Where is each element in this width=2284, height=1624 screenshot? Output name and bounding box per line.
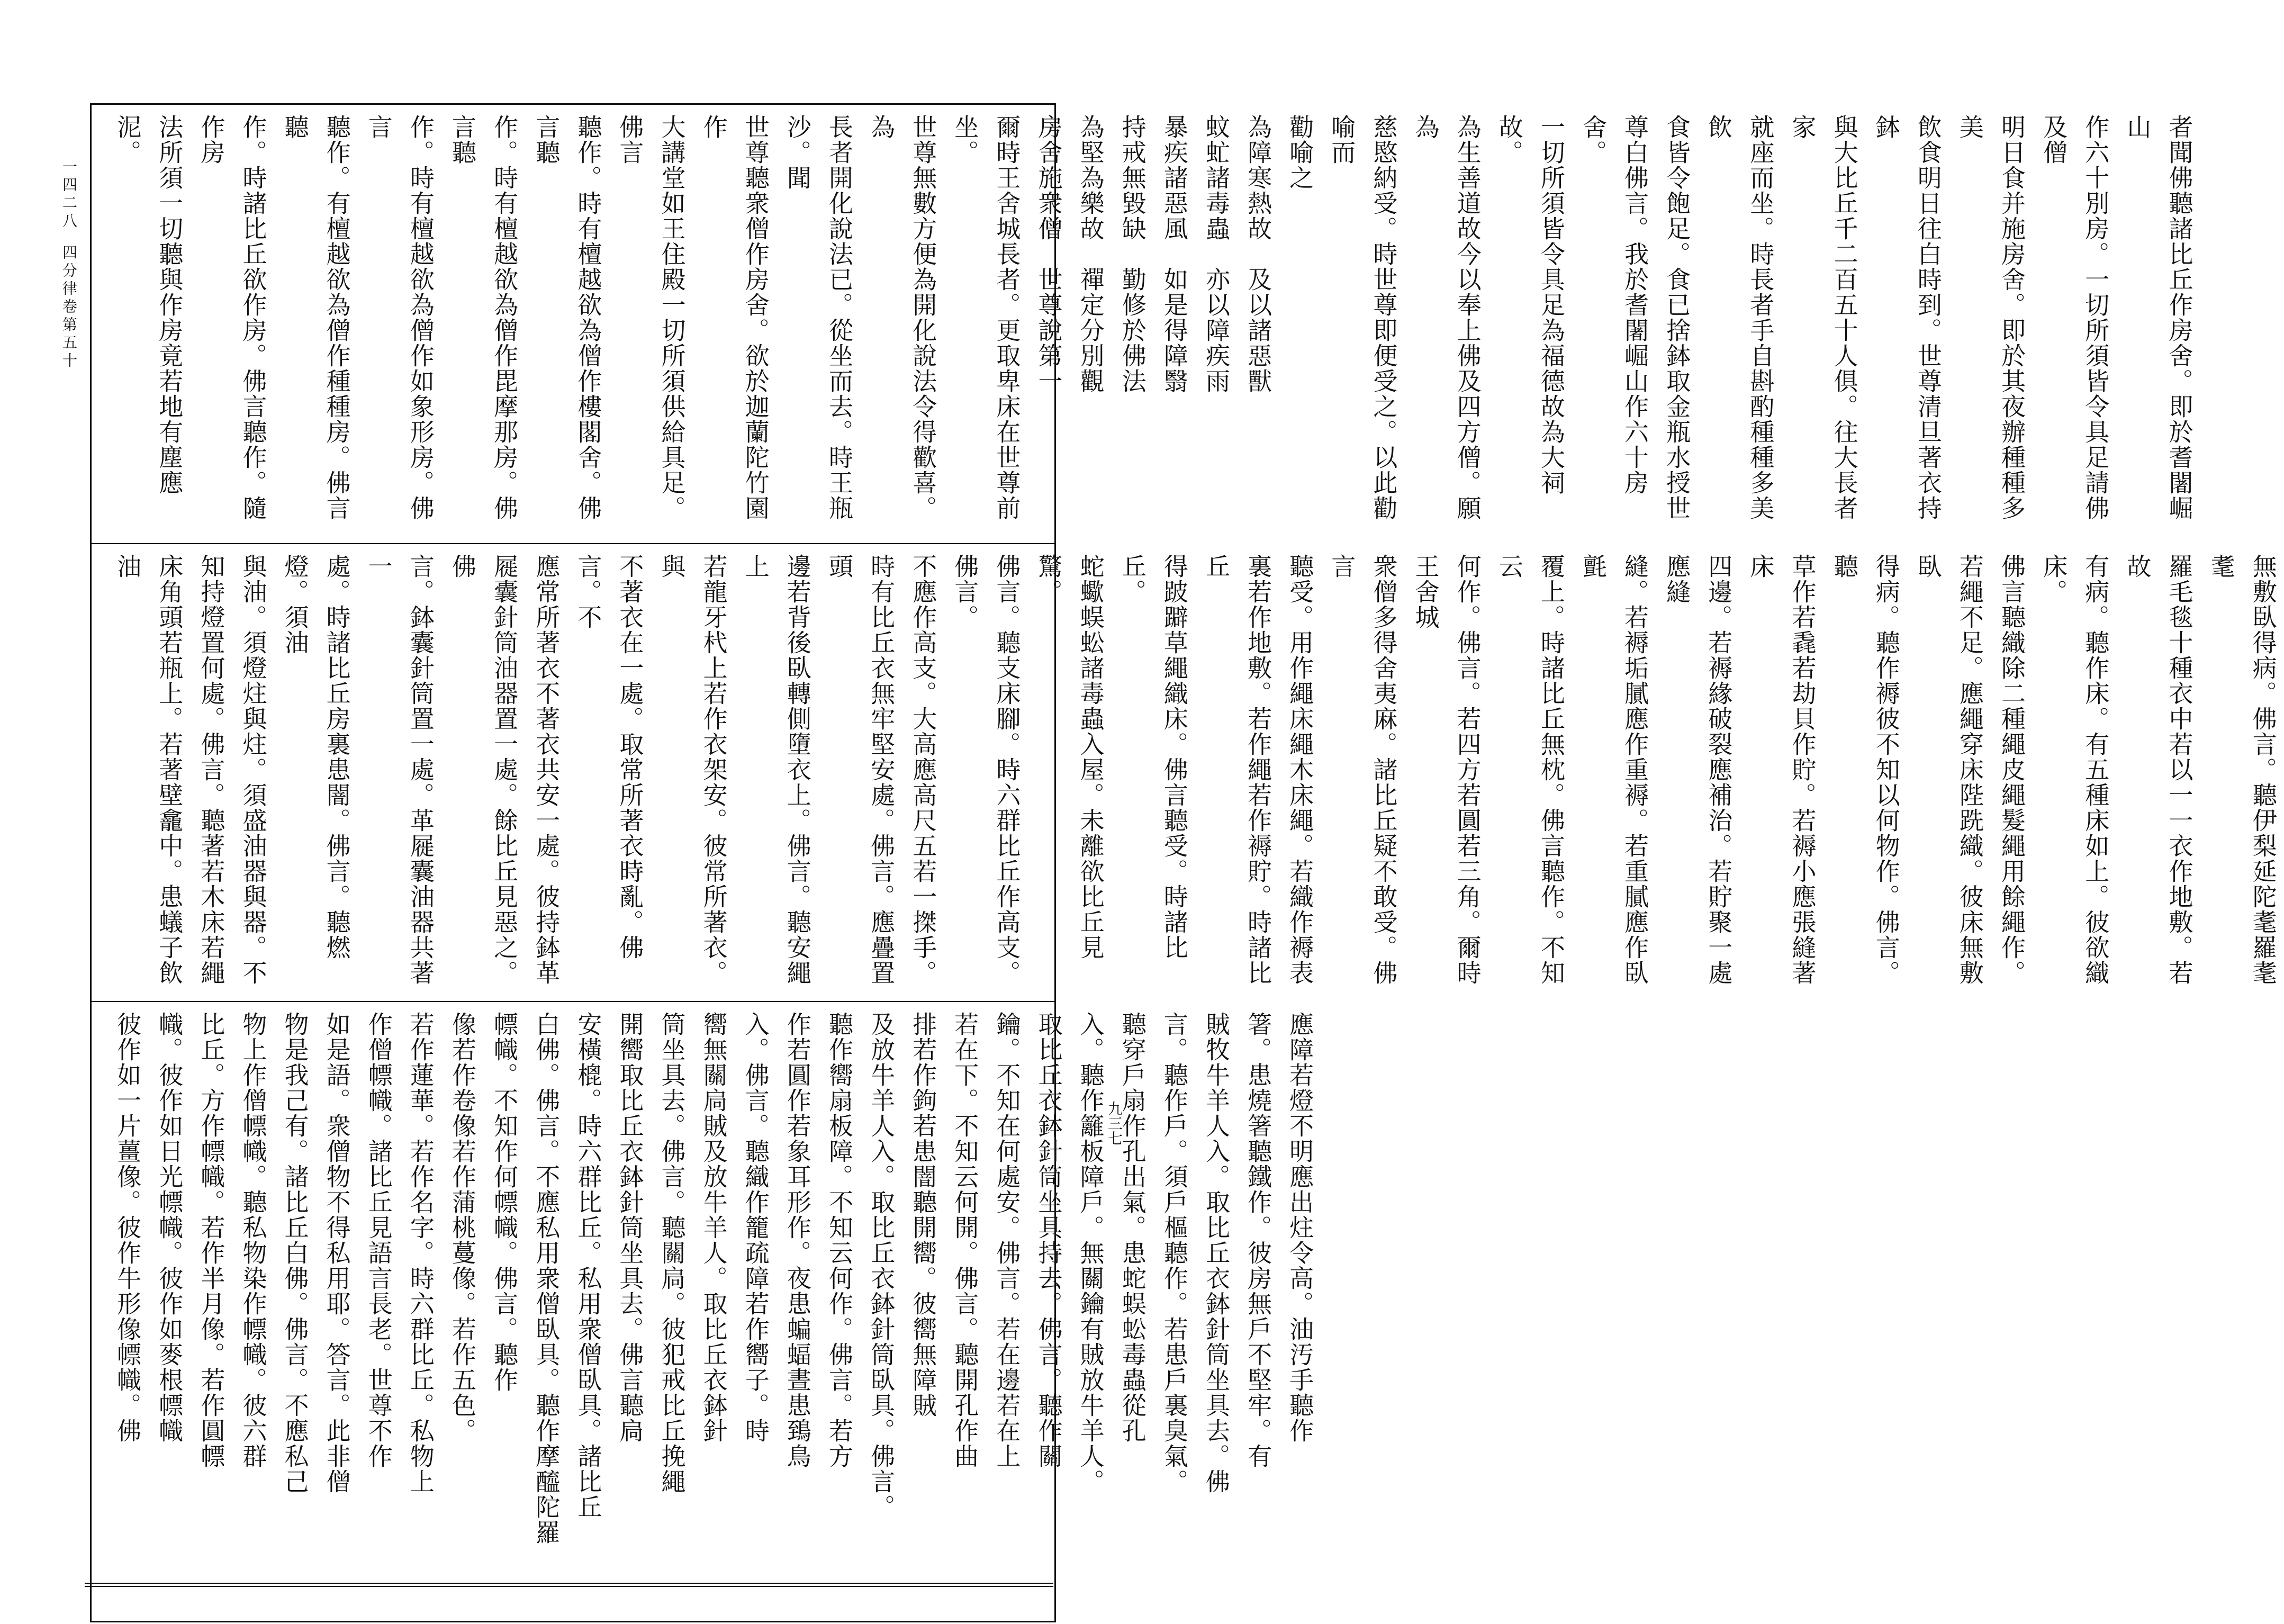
text-column: 聽作。有檀越欲為僧作種種房。佛言聽 xyxy=(281,114,351,521)
text-column: 若龍牙杙上若作衣架安。彼常所著衣。與 xyxy=(657,554,728,986)
text-column: 食皆令飽足。食已捨鉢取金瓶水授世 xyxy=(1663,114,1692,521)
text-column: 草作若毳若劫貝作貯。若褥小應張縫著床 xyxy=(1746,554,1817,986)
text-column: 無敷臥得病。佛言。聽伊梨延陀耄羅耄耄 xyxy=(2207,554,2278,986)
text-column: 得跛躃草繩織床。佛言聽受。時諸比丘。 xyxy=(1118,554,1189,960)
text-column: 爾時王舍城長者。更取卑床在世尊前坐。 xyxy=(951,114,1022,521)
text-column: 何作。佛言。若四方若圓若三角。爾時王舍城 xyxy=(1411,554,1482,986)
text-column: 縫。若褥垢膩應作重褥。若重膩應作臥氈 xyxy=(1578,554,1650,986)
page-number-right: 九三七 xyxy=(1106,1101,1123,1145)
text-columns xyxy=(106,114,2200,539)
text-column: 為生善道故今以奉上佛及四方僧。願為 xyxy=(1411,114,1482,521)
text-column: 覆上。時諸比丘無枕。佛言聽作。不知云 xyxy=(1495,554,1566,986)
text-column: 不著衣在一處。取常所著衣時亂。佛言。不 xyxy=(574,554,645,960)
page-header xyxy=(58,159,79,413)
text-column: 衆僧多得舍夷麻。諸比丘疑不敢受。佛言 xyxy=(1328,554,1398,986)
text-column: 幟。彼作如日光幖幟。彼作如麥根幖幟 xyxy=(155,1012,184,1443)
text-column: 者聞佛聽諸比丘作房舍。即於耆闍崛山 xyxy=(2123,114,2194,521)
running-title: 四分律卷第五十 xyxy=(60,245,78,371)
text-column: 應常所著衣不著衣共安一處。彼持鉢革 xyxy=(532,554,561,986)
text-column: 作。時諸比丘欲作房。佛言聽作。隨作房 xyxy=(197,114,268,521)
text-column: 有病。聽作床。有五種床如上。彼欲織床。 xyxy=(2039,554,2110,986)
text-column: 若繩不足。應繩穿床陛跣織。彼床無敷臥 xyxy=(1913,554,1984,986)
text-column: 作。時有檀越欲為僧作毘摩那房。佛言聽 xyxy=(448,114,519,521)
text-column: 箸。患燒箸聽鐵作。彼房無戶不堅牢。有 xyxy=(1244,1012,1273,1469)
text-column: 作若圓作若象耳形作。夜患蝙蝠晝患鵄鳥 xyxy=(783,1012,812,1469)
text-column: 排若作鉤若患闇聽開嚮。彼嚮無障賊 xyxy=(909,1012,938,1418)
text-column: 比丘。方作幖幟。若作半月像。若作圓幖 xyxy=(197,1012,226,1469)
text-column: 若作蓮華。若作名字。時六群比丘。私物上 xyxy=(406,1012,435,1494)
text-column: 言。鉢囊針筒置一處。革屣囊油器共著一 xyxy=(364,554,435,986)
text-column: 作六十別房。一切所須皆令具足請佛及僧 xyxy=(2039,114,2110,521)
text-column: 佛言聽織除二種繩皮繩髮繩用餘繩作。 xyxy=(1998,554,2027,986)
text-column: 入。佛言。聽織作籠疏障若作嚮子。時 xyxy=(741,1012,770,1443)
text-column: 與大比丘千二百五十人俱。往大長者家 xyxy=(1788,114,1859,521)
text-column: 裏若作地敷。若作繩若作褥貯。時諸比丘 xyxy=(1202,554,1273,986)
text-column: 慈愍納受。時世尊即便受之。以此勸喻而 xyxy=(1328,114,1398,521)
bottom-rule xyxy=(85,1583,1053,1584)
bottom-rule xyxy=(85,1586,1053,1587)
text-column: 蛇蠍蜈蚣諸毒蟲入屋。未離欲比丘見驚。 xyxy=(1034,554,1105,960)
text-column: 處。時諸比丘房裏患闇。佛言。聽燃燈。須油 xyxy=(281,554,351,960)
text-column: 世尊無數方便為開化說法令得歡喜。為 xyxy=(867,114,938,521)
text-column: 物上作僧幖幟。聽私物染作幖幟。彼六群 xyxy=(239,1012,268,1469)
text-column: 佛言。聽支床腳。時六群比丘作高支。佛言。 xyxy=(951,554,1022,986)
text-column: 嚮無關扃賊及放牛羊人。取比丘衣鉢針 xyxy=(699,1012,728,1443)
text-column: 不應作高支。大高應高尺五若一搩手。 xyxy=(909,554,938,986)
text-column: 像若作卷像若作蒲桃蔓像。若作五色。 xyxy=(448,1012,477,1443)
text-column: 蚊虻諸毒蟲 亦以障疾雨 xyxy=(1202,114,1231,394)
text-column: 明日食并施房舍。即於其夜辦種種多美 xyxy=(1955,114,2027,521)
text-band-middle xyxy=(92,544,2278,1002)
text-columns xyxy=(106,1012,1321,1620)
text-column: 取比丘衣鉢針筒坐具持去。佛言。聽作關 xyxy=(1034,1012,1063,1469)
text-column: 世尊聽衆僧作房舍。欲於迦蘭陀竹園作 xyxy=(699,114,770,521)
text-column: 知持燈置何處。佛言。聽著若木床若繩 xyxy=(197,554,226,986)
text-column: 長者開化說法已。從坐而去。時王瓶沙。聞 xyxy=(783,114,854,521)
text-column: 作僧幖幟。諸比丘見語言長老。世尊不作 xyxy=(364,1012,393,1469)
text-column: 言。聽作戶。須戶樞聽作。若患戶裏臭氣。 xyxy=(1160,1012,1189,1494)
page-number-left: 一四二八 xyxy=(60,159,78,231)
text-column: 幖幟。不知作何幖幟。佛言。聽作 xyxy=(490,1012,519,1393)
text-column: 勸喻之 xyxy=(1286,114,1315,191)
text-column: 四邊。若褥緣破裂應補治。若貯聚一處應縫 xyxy=(1663,554,1734,986)
text-column: 飲食明日往白時到。世尊清旦著衣持鉢 xyxy=(1872,114,1943,521)
text-column: 為堅為樂故 禪定分別觀 xyxy=(1076,114,1105,394)
text-column: 彼作如一片薑像。彼作牛形像幖幟。佛 xyxy=(113,1012,142,1443)
text-column: 筒坐具去。佛言。聽關扃。彼犯戒比丘挽繩 xyxy=(657,1012,687,1494)
text-column: 若在下。不知云何開。佛言。聽開孔作曲 xyxy=(951,1012,980,1469)
text-column: 物是我己有。諸比丘白佛。佛言。不應私己 xyxy=(281,1012,310,1494)
text-column: 尊白佛言。我於耆闍崛山作六十房舍。 xyxy=(1578,114,1650,495)
text-column: 床角頭若瓶上。若著壁龕中。患蟻子飲油 xyxy=(113,554,184,986)
text-column: 安橫㮰。時六群比丘。私用衆僧臥具。諸比丘 xyxy=(574,1012,603,1520)
text-column: 作。時有檀越欲為僧作如象形房。佛言 xyxy=(364,114,435,521)
text-column: 聽受。用作繩床繩木床繩。若織作褥表 xyxy=(1286,554,1315,986)
text-column: 應障若燈不明應出炷令高。油汚手聽作 xyxy=(1286,1012,1315,1443)
text-column: 邊若背後臥轉側墮衣上。佛言。聽安繩上 xyxy=(741,554,812,986)
text-column: 法所須一切聽與作房竟若地有塵應泥。 xyxy=(113,114,184,495)
text-column: 房舍施衆僧 世尊說第一 xyxy=(1034,114,1063,394)
text-column: 為障寒熱故 及以諸惡獸 xyxy=(1244,114,1273,394)
text-column: 聽作。時有檀越欲為僧作樓閣舍。佛言聽 xyxy=(532,114,603,521)
text-column: 得病。聽作褥彼不知以何物作。佛言。聽 xyxy=(1830,554,1901,986)
text-column: 一切所須皆令具足為福德故為大祠故。 xyxy=(1495,114,1566,495)
text-column: 屣囊針筒油器置一處。餘比丘見惡之。佛 xyxy=(448,554,519,986)
text-column: 聽作嚮扇板障。不知云何作。佛言。若方 xyxy=(825,1012,854,1469)
text-column: 時有比丘衣無牢堅安處。佛言。應疊置頭 xyxy=(825,554,896,986)
text-columns xyxy=(106,554,2284,997)
text-column: 白佛。佛言。不應私用衆僧臥具。聽作摩醯陀羅 xyxy=(532,1012,561,1545)
text-band-upper xyxy=(92,105,2194,544)
text-column: 如是語。衆僧物不得私用耶。答言。此非僧 xyxy=(322,1012,351,1494)
text-column: 就座而坐。時長者手自斟酌種種多美飲 xyxy=(1704,114,1775,521)
text-column: 入。聽作籬板障戶。無關鑰有賊放牛羊人。 xyxy=(1076,1012,1105,1494)
text-column: 開嚮取比丘衣鉢針筒坐具去。佛言聽扃 xyxy=(616,1012,645,1443)
text-column: 羅毛毯十種衣中若以一一衣作地敷。若故 xyxy=(2123,554,2194,986)
text-column: 暴疾諸惡風 如是得障翳 xyxy=(1160,114,1189,394)
text-column: 聽穿戶扇作孔出氣。患蛇蜈蚣毒蟲從孔 xyxy=(1118,1012,1147,1443)
text-column: 持戒無毀缺 勤修於佛法 xyxy=(1118,114,1147,394)
text-column: 賊牧牛羊人入。取比丘衣鉢針筒坐具去。佛 xyxy=(1202,1012,1231,1494)
text-column: 與油。須燈炷與炷。須盛油器與器。不 xyxy=(239,554,268,986)
text-column: 大講堂如王住殿一切所須供給具足。佛言 xyxy=(616,114,687,521)
text-column: 及放牛羊人入。取比丘衣鉢針筒臥具。佛言。 xyxy=(867,1012,896,1520)
text-column: 鑰。不知在何處安。佛言。若在邊若在上 xyxy=(992,1012,1022,1469)
